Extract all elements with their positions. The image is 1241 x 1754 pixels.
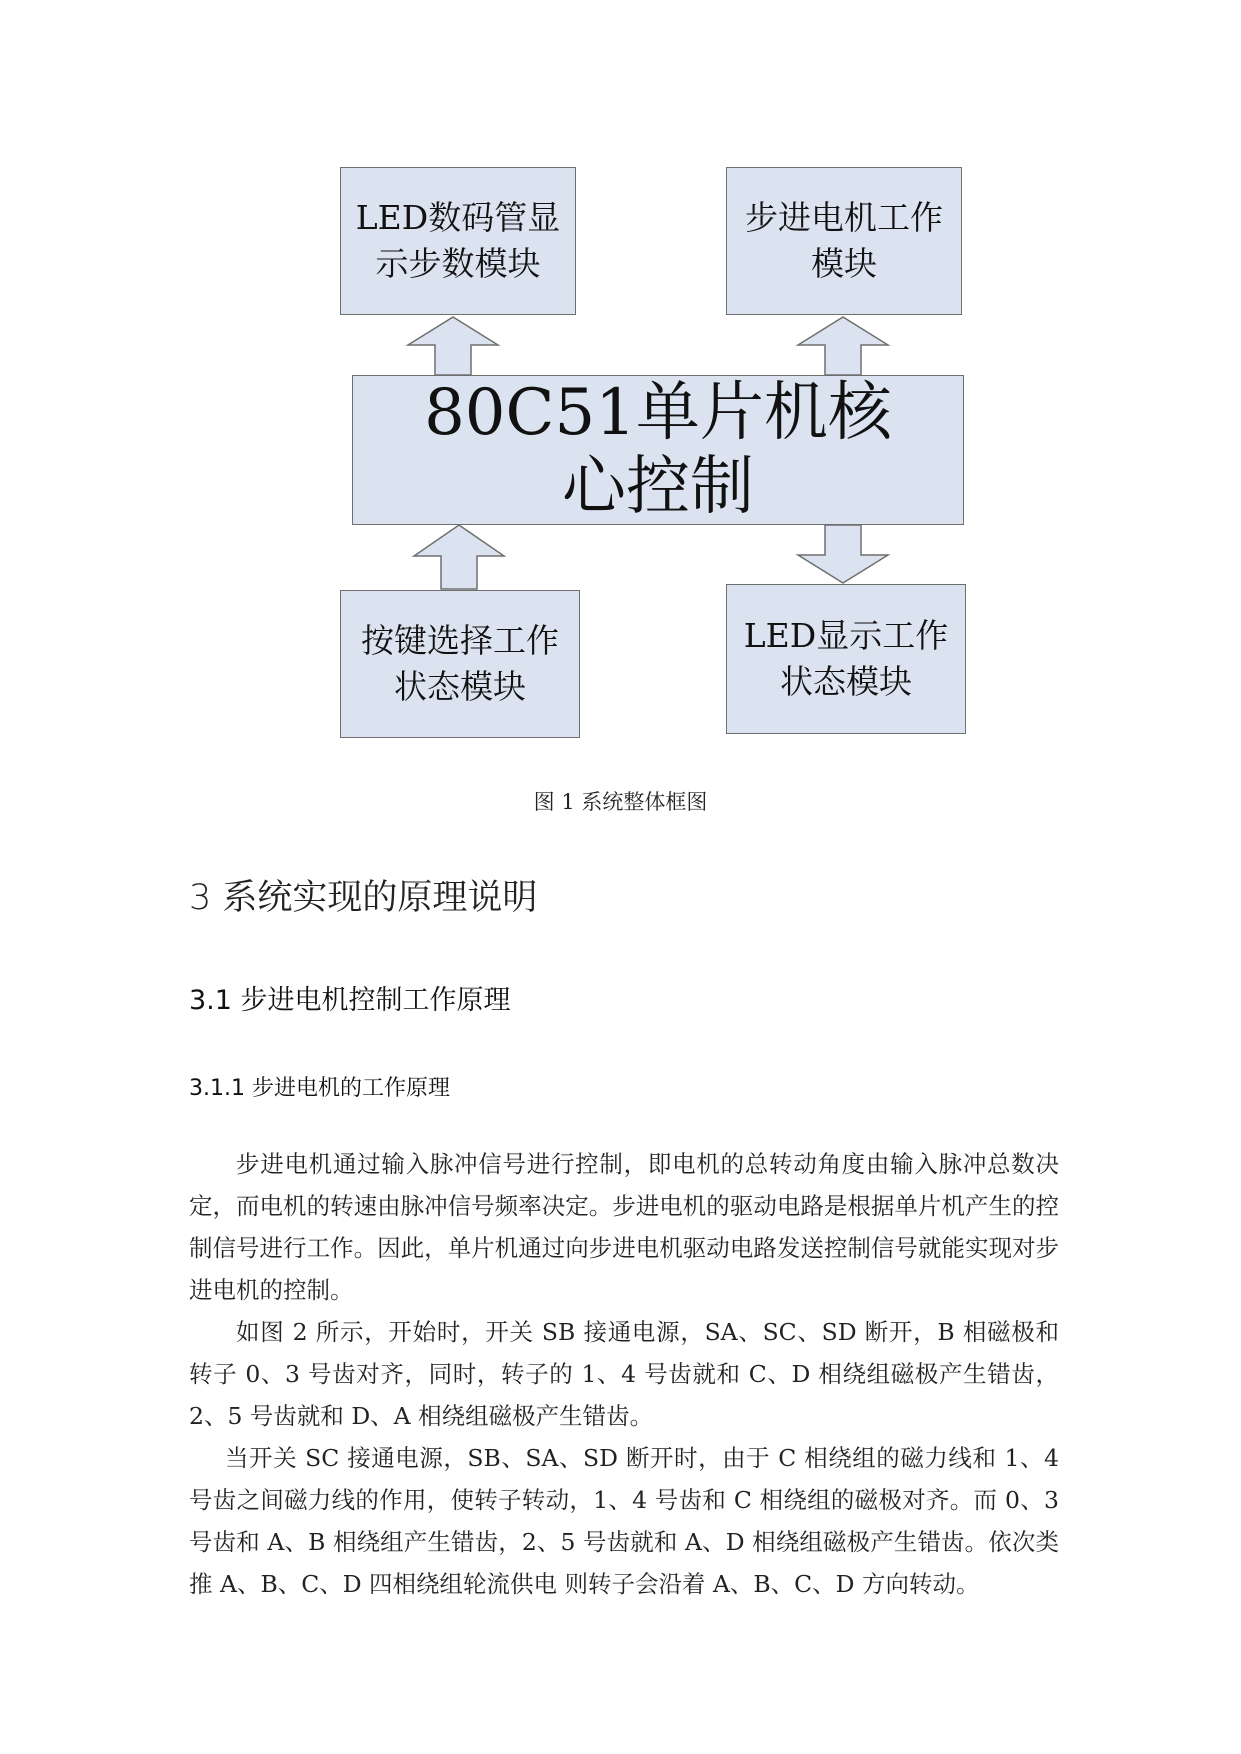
box-led-display-steps-label: LED数码管显示步数模块 [355,198,561,283]
box-stepper-work-label: 步进电机工作模块 [745,198,943,283]
box-led-display-steps [340,167,576,315]
box-stepper-work [726,167,962,315]
system-block-diagram [0,0,1241,760]
box-led-state [726,584,966,734]
paragraph-3: 当开关 SC 接通电源，SB、SA、SD 断开时，由于 C 相绕组的磁力线和 1、4 号齿之间磁力线的作用，使转子转动，1、4 号齿和 C 相绕组的磁极对齐。而 0、3 号齿和 A、B 相绕组产生错齿，2、5 号齿就和 A、D 相绕组磁极产生错齿。依次类推 A、B、C、D 四相绕组轮流供电 则转子会沿着 A、B、C、D 方向转动。 [189,1444,1059,1598]
figure-caption: 图 1 系统整体框图 [533,790,708,814]
box-key-select [340,590,580,738]
box-key-select-label: 按键选择工作状态模块 [361,621,559,706]
box-core-control-label: 80C51单片机核心控制 [424,376,892,524]
arrow-core-to-led-state [795,523,891,585]
arrow-key-to-core [411,523,507,591]
arrow-core-to-stepper [795,315,891,377]
section-heading: 3 系统实现的原理说明 [189,878,538,918]
box-core-control [352,375,964,525]
arrow-core-to-led-display [405,315,501,377]
paragraph-1: 步进电机通过输入脉冲信号进行控制，即电机的总转动角度由输入脉冲总数决定，而电机的转速由脉冲信号频率决定。步进电机的驱动电路是根据单片机产生的控制信号进行工作。因此，单片机通过向步进电机驱动电路发送控制信号就能实现对步进电机的控制。 [189,1150,1059,1304]
subsection-heading: 3.1 步进电机控制工作原理 [189,985,511,1016]
paragraph-2: 如图 2 所示，开始时，开关 SB 接通电源，SA、SC、SD 断开，B 相磁极和转子 0、3 号齿对齐，同时，转子的 1、4 号齿就和 C、D 相绕组磁极产生错齿，2、5 号齿就和 D、A 相绕组磁极产生错齿。 [189,1318,1059,1430]
subsubsection-heading: 3.1.1 步进电机的工作原理 [189,1076,450,1101]
box-led-state-label: LED显示工作状态模块 [743,616,949,701]
